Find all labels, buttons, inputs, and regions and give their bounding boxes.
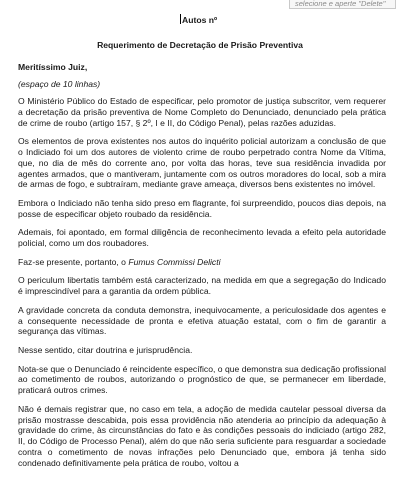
case-number-header[interactable] [180, 14, 217, 25]
salutation: Meritíssimo Juiz, [18, 62, 88, 72]
paragraph-periculum: O periculum libertatis também está caracterizado, na medida em que a segregação do Indicado é imprescindível para a garantia da ordem pública. [18, 275, 386, 297]
document-body [18, 96, 386, 476]
paragraph-fumus [18, 257, 386, 268]
paragraph-gravity: A gravidade concreta da conduta demonstra, inequivocamente, a periculosidade dos agentes e a consequente necessidade de pronta e efetiva atuação estatal, com o fim de garantir a segurança das vítimas. [18, 304, 386, 337]
delete-hint-banner [289, 0, 396, 9]
paragraph-request: O Ministério Público do Estado de especificar, pelo promotor de justiça subscritor, vem requerer a decretação da prisão preventiva de Nome Completo do Denunciado, denunciado pela prática de crime de roubo (artigo 157, § 2º, I e II, do Código Penal), pelas razões aduzidas. [18, 96, 386, 128]
paragraph-recognition: Ademais, foi apontado, em formal diligência de reconhecimento levada a efeito pela autoridade policial, como um dos roubadores. [18, 227, 386, 249]
paragraph-recidivism: Nota-se que o Denunciado é reincidente específico, o que demonstra sua dedicação profissional ao cometimento de roubos, autorizando o prognóstico de que, se permanecer em liberdade, praticará outros crimes. [18, 363, 386, 396]
text-cursor [180, 14, 181, 24]
delete-hint-text: selecione e aperte "Delete" [295, 0, 386, 8]
fumus-term: Fumus Commissi Delicti [128, 256, 221, 267]
paragraph-evidence: Os elementos de prova existentes nos autos do inquérito policial autorizam a conclusão de que o Indiciado foi um dos autores de violento crime de roubo perpetrado contra Nome da Vítima, que, no dia de mês do corrente ano, por volta das horas, teve sua residência invadida por agentes armados, que o mantiveram, juntamente com os outros moradores do local, sob a mira de armas de fogo, e subtraíram, mediante grave ameaça, diversos bens existentes no imóvel. [18, 136, 386, 190]
document-title: Requerimento de Decretação de Prisão Preventiva [97, 40, 303, 50]
spacing-note: (espaço de 10 linhas) [18, 79, 101, 89]
paragraph-citation: Nesse sentido, citar doutrina e jurisprudência. [18, 344, 193, 355]
case-number-label: Autos nº [182, 15, 218, 25]
fumus-lead-text: Faz-se presente, portanto, o [18, 256, 129, 267]
paragraph-alternative-measures: Não é demais registrar que, no caso em tela, a adoção de medida cautelar pessoal diversa da prisão mostrasse descabida, pois essa providência não atenderia ao princípio da adequação à gravidade do crime, às circunstâncias do fato e às condições pessoais do indiciado (artigo 282, II, do Código de Processo Penal), além do que não seria suficiente para resguardar a sociedade contra o cometimento de novas infrações pelo Denunciado que, embora já tenha sido condenado definitivamente pela prática de roubo, voltou a [18, 403, 386, 468]
paragraph-possession: Embora o Indiciado não tenha sido preso em flagrante, foi surpreendido, poucos dias depois, na posse de especificar objeto roubado da residência. [18, 197, 386, 219]
